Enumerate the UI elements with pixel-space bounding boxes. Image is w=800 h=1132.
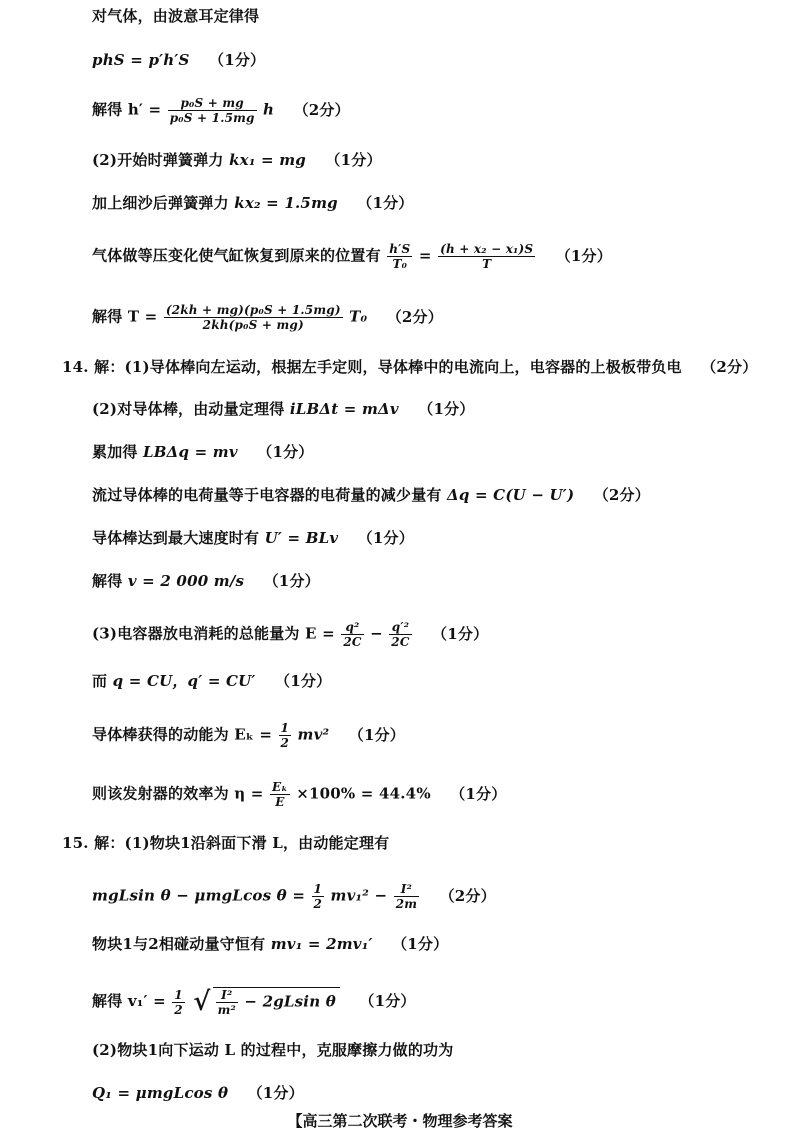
fraction-numerator: (2kh + mg)(p₀S + 1.5mg) [165, 303, 341, 317]
line-text: 对气体，由波意耳定律得 [92, 7, 260, 25]
score-label: （1分） [325, 151, 382, 169]
fraction [341, 620, 363, 649]
fraction-numerator: h′S [389, 242, 411, 256]
fraction-denominator: m² [217, 1003, 236, 1017]
score-label: （1分） [555, 246, 612, 265]
equation-line [92, 987, 416, 1017]
equation-line [92, 1083, 304, 1103]
equation: Δq = C(U − U′) [447, 486, 575, 504]
equation-line [92, 96, 350, 125]
radicand [213, 987, 340, 1017]
line-text: (2)开始时弹簧弹力 [92, 151, 224, 169]
fraction-numerator: Eₖ [271, 780, 288, 794]
fraction-denominator: 2 [280, 736, 290, 750]
fraction [312, 882, 325, 911]
equation-line [92, 242, 612, 271]
line-text: 15. 解：(1)物块1沿斜面下滑 L，由动能定理有 [62, 834, 390, 852]
equation: q = CU，q′ = CU′ [112, 672, 256, 690]
score-label: （1分） [450, 784, 507, 803]
score-label: （1分） [432, 624, 489, 643]
line-text: 14. 解：(1)导体棒向左运动，根据左手定则，导体棒中的电流向上，电容器的上极板带负电 [62, 358, 682, 376]
equation: phS = p′h′S [92, 51, 190, 69]
fraction [172, 988, 185, 1017]
score-label: （1分） [348, 725, 405, 744]
equation: T₀ [349, 307, 368, 326]
equation-line [92, 571, 320, 591]
line-text: (2)物块1向下运动 L 的过程中，克服摩擦力做的功为 [92, 1041, 454, 1059]
question-heading [62, 833, 389, 853]
line-text: 解得 [92, 572, 123, 590]
equation: iLBΔt = mΔv [289, 400, 399, 418]
line-text: (3)电容器放电消耗的总能量为 E = [92, 624, 335, 643]
equation: h [263, 100, 275, 119]
fraction-numerator: 1 [313, 882, 323, 896]
equation: LBΔq = mv [143, 443, 238, 461]
equation: kx₁ = mg [229, 151, 306, 169]
fraction-numerator: p₀S + mg [168, 96, 257, 111]
fraction [164, 303, 343, 332]
fraction-denominator: 2m [395, 897, 418, 911]
equation-line [92, 442, 314, 462]
equation-line [92, 721, 405, 750]
equals-sign: = [418, 246, 432, 265]
fraction-numerator: I² [394, 882, 419, 897]
equation-line [92, 882, 496, 911]
equation: kx₂ = 1.5mg [234, 194, 338, 212]
fraction [389, 620, 411, 649]
text-line [92, 6, 259, 26]
line-text: 解得 T = [92, 307, 158, 326]
equation: mv₁ = 2mv₁′ [270, 935, 373, 953]
fraction-denominator: T₀ [392, 257, 408, 271]
fraction-numerator: 1 [280, 721, 290, 735]
score-label: （1分） [357, 529, 414, 547]
equation: mv² [297, 725, 330, 744]
line-text: 累加得 [92, 443, 138, 461]
score-label: （2分） [593, 486, 650, 504]
fraction [279, 721, 292, 750]
equation-line [92, 671, 331, 691]
equation: v = 2 000 m/s [127, 572, 245, 590]
score-label: （1分） [357, 194, 414, 212]
line-text: 而 [92, 672, 108, 690]
score-label: （2分） [386, 307, 443, 326]
score-label: （1分） [418, 400, 475, 418]
fraction [387, 242, 412, 271]
text-line [92, 1040, 453, 1060]
equation-line [92, 528, 414, 548]
equation-line [92, 485, 650, 505]
equation-line [92, 193, 414, 213]
fraction-numerator: I² [216, 988, 238, 1003]
fraction-numerator: q² [341, 620, 363, 635]
fraction-denominator: 2kh(p₀S + mg) [202, 318, 304, 332]
fraction-denominator: 2 [174, 1002, 183, 1017]
fraction-numerator: q′² [389, 620, 411, 635]
fraction-denominator: p₀S + 1.5mg [169, 111, 255, 125]
equation: mv₁² − [330, 886, 388, 905]
line-text: 则该发射器的效率为 η = [92, 784, 264, 803]
score-label: （2分） [701, 358, 758, 376]
fraction-denominator: 2C [343, 635, 362, 649]
minus-sign: − [370, 624, 383, 643]
equation-line [92, 50, 265, 70]
equation: ×100% = 44.4% [296, 784, 431, 803]
score-label: （1分） [247, 1084, 304, 1102]
line-text: 物块1与2相碰动量守恒有 [92, 935, 266, 953]
line-text: 导体棒获得的动能为 Eₖ = [92, 725, 273, 744]
fraction [438, 242, 535, 271]
line-text: (2)对导体棒，由动量定理得 [92, 400, 285, 418]
equation-line [92, 150, 382, 170]
score-label: （2分） [439, 886, 496, 905]
equation-line [92, 303, 443, 332]
fraction-numerator: 1 [174, 987, 183, 1002]
fraction-denominator: E [275, 795, 285, 809]
line-text: 加上细沙后弹簧弹力 [92, 194, 229, 212]
score-label: （1分） [359, 992, 416, 1010]
radical-sign: √ [193, 987, 211, 1017]
score-label: （1分） [392, 935, 449, 953]
fraction [270, 780, 290, 809]
score-label: （1分） [257, 443, 314, 461]
line-text: 解得 h′ = [92, 100, 162, 119]
fraction-numerator: (h + x₂ − x₁)S [440, 242, 534, 256]
score-label: （1分） [275, 672, 332, 690]
score-label: （1分） [263, 572, 320, 590]
equation: Q₁ = μmgLcos θ [92, 1084, 229, 1102]
equation: mgLsin θ − μmgLcos θ = [92, 886, 306, 905]
fraction-denominator: T [482, 257, 492, 271]
equation: U′ = BLv [264, 529, 339, 547]
equation-line [92, 934, 448, 954]
page-footer: 【高三第二次联考・物理参考答案 [287, 1112, 513, 1130]
fraction-denominator: 2C [391, 635, 410, 649]
equation-line [92, 399, 475, 419]
fraction [216, 988, 238, 1017]
fraction-denominator: 2 [313, 897, 323, 911]
line-text: 解得 v₁′ = [92, 992, 166, 1010]
equation-line [92, 780, 506, 809]
question-heading [62, 357, 757, 377]
fraction [168, 96, 257, 125]
equation: − 2gLsin θ [244, 992, 336, 1011]
line-text: 导体棒达到最大速度时有 [92, 529, 260, 547]
score-label: （2分） [293, 100, 350, 119]
line-text: 气体做等压变化使气缸恢复到原来的位置有 [92, 246, 381, 265]
fraction [394, 882, 419, 911]
line-text: 流过导体棒的电荷量等于电容器的电荷量的减少量有 [92, 486, 442, 504]
equation-line [92, 620, 488, 649]
score-label: （1分） [209, 51, 266, 69]
